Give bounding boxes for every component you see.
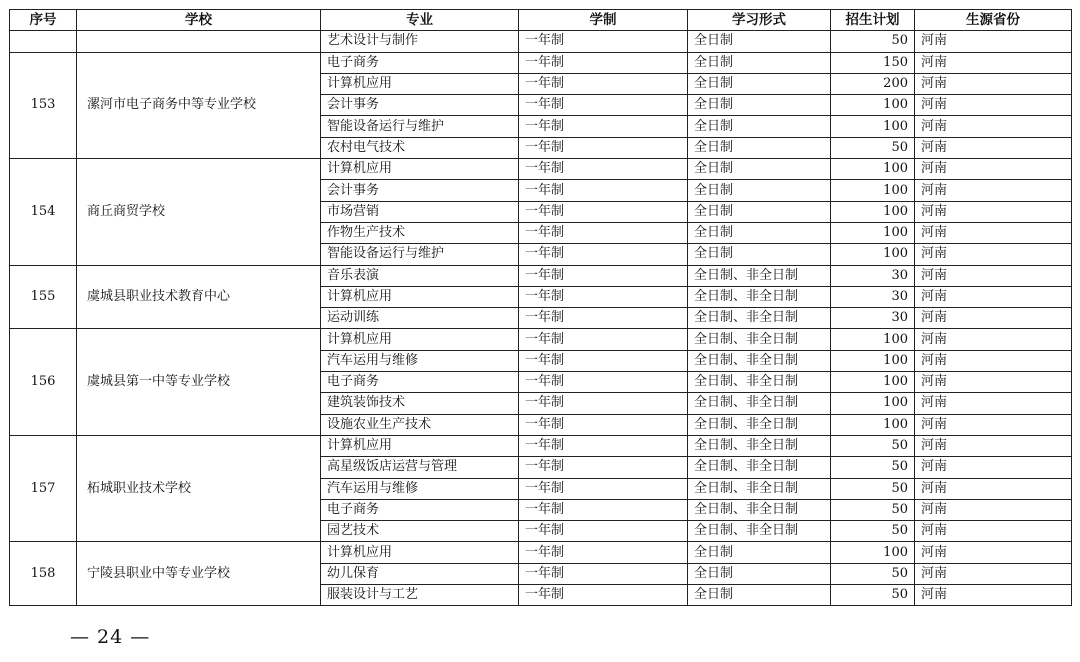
table-row — [10, 542, 1072, 563]
province-cell: 河南 — [915, 372, 1072, 393]
form-cell: 全日制 — [688, 52, 831, 73]
form-cell: 全日制 — [688, 222, 831, 243]
major-cell: 计算机应用 — [321, 542, 519, 563]
province-cell: 河南 — [915, 286, 1072, 307]
system-cell: 一年制 — [519, 31, 688, 52]
form-cell: 全日制、非全日制 — [688, 350, 831, 371]
form-cell: 全日制、非全日制 — [688, 435, 831, 456]
province-cell: 河南 — [915, 499, 1072, 520]
form-cell: 全日制 — [688, 116, 831, 137]
plan-cell: 50 — [831, 521, 915, 542]
form-cell: 全日制 — [688, 542, 831, 563]
header-major: 专业 — [321, 10, 519, 31]
school-cell: 柘城职业技术学校 — [77, 435, 321, 541]
major-cell: 智能设备运行与维护 — [321, 116, 519, 137]
header-school: 学校 — [77, 10, 321, 31]
school-cell: 宁陵县职业中等专业学校 — [77, 542, 321, 606]
major-cell: 作物生产技术 — [321, 222, 519, 243]
system-cell: 一年制 — [519, 73, 688, 94]
form-cell: 全日制、非全日制 — [688, 329, 831, 350]
major-cell: 建筑装饰技术 — [321, 393, 519, 414]
system-cell: 一年制 — [519, 286, 688, 307]
plan-cell: 100 — [831, 95, 915, 116]
plan-cell: 100 — [831, 329, 915, 350]
school-cell: 漯河市电子商务中等专业学校 — [77, 52, 321, 158]
plan-cell: 100 — [831, 542, 915, 563]
enrollment-table — [9, 9, 1072, 606]
table-body — [10, 31, 1072, 606]
system-cell: 一年制 — [519, 180, 688, 201]
plan-cell: 50 — [831, 499, 915, 520]
province-cell: 河南 — [915, 329, 1072, 350]
system-cell: 一年制 — [519, 414, 688, 435]
major-cell: 计算机应用 — [321, 286, 519, 307]
province-cell: 河南 — [915, 457, 1072, 478]
plan-cell: 100 — [831, 414, 915, 435]
province-cell: 河南 — [915, 585, 1072, 606]
major-cell: 计算机应用 — [321, 73, 519, 94]
header-seq: 序号 — [10, 10, 77, 31]
plan-cell: 100 — [831, 201, 915, 222]
form-cell: 全日制、非全日制 — [688, 457, 831, 478]
system-cell: 一年制 — [519, 542, 688, 563]
plan-cell: 100 — [831, 180, 915, 201]
plan-cell: 30 — [831, 286, 915, 307]
form-cell: 全日制 — [688, 563, 831, 584]
major-cell: 市场营销 — [321, 201, 519, 222]
table-row — [10, 52, 1072, 73]
form-cell: 全日制 — [688, 159, 831, 180]
major-cell: 高星级饭店运营与管理 — [321, 457, 519, 478]
plan-cell: 50 — [831, 457, 915, 478]
major-cell: 艺术设计与制作 — [321, 31, 519, 52]
province-cell: 河南 — [915, 52, 1072, 73]
system-cell: 一年制 — [519, 478, 688, 499]
province-cell: 河南 — [915, 180, 1072, 201]
province-cell: 河南 — [915, 137, 1072, 158]
form-cell: 全日制、非全日制 — [688, 414, 831, 435]
table-row — [10, 159, 1072, 180]
school-cell — [77, 31, 321, 52]
plan-cell: 50 — [831, 435, 915, 456]
form-cell: 全日制 — [688, 180, 831, 201]
major-cell: 电子商务 — [321, 499, 519, 520]
system-cell: 一年制 — [519, 350, 688, 371]
system-cell: 一年制 — [519, 521, 688, 542]
plan-cell: 50 — [831, 563, 915, 584]
major-cell: 服装设计与工艺 — [321, 585, 519, 606]
province-cell: 河南 — [915, 563, 1072, 584]
form-cell: 全日制、非全日制 — [688, 286, 831, 307]
province-cell: 河南 — [915, 31, 1072, 52]
seq-cell: 157 — [10, 435, 77, 541]
system-cell: 一年制 — [519, 116, 688, 137]
system-cell: 一年制 — [519, 329, 688, 350]
system-cell: 一年制 — [519, 95, 688, 116]
form-cell: 全日制、非全日制 — [688, 372, 831, 393]
form-cell: 全日制、非全日制 — [688, 478, 831, 499]
form-cell: 全日制 — [688, 201, 831, 222]
header-plan: 招生计划 — [831, 10, 915, 31]
province-cell: 河南 — [915, 414, 1072, 435]
province-cell: 河南 — [915, 308, 1072, 329]
province-cell: 河南 — [915, 265, 1072, 286]
major-cell: 运动训练 — [321, 308, 519, 329]
plan-cell: 150 — [831, 52, 915, 73]
province-cell: 河南 — [915, 350, 1072, 371]
system-cell: 一年制 — [519, 159, 688, 180]
major-cell: 汽车运用与维修 — [321, 350, 519, 371]
school-cell: 商丘商贸学校 — [77, 159, 321, 265]
form-cell: 全日制 — [688, 31, 831, 52]
seq-cell — [10, 31, 77, 52]
seq-cell: 156 — [10, 329, 77, 435]
province-cell: 河南 — [915, 393, 1072, 414]
plan-cell: 100 — [831, 159, 915, 180]
system-cell: 一年制 — [519, 435, 688, 456]
seq-cell: 155 — [10, 265, 77, 329]
major-cell: 汽车运用与维修 — [321, 478, 519, 499]
system-cell: 一年制 — [519, 393, 688, 414]
form-cell: 全日制 — [688, 585, 831, 606]
plan-cell: 50 — [831, 585, 915, 606]
system-cell: 一年制 — [519, 585, 688, 606]
plan-cell: 30 — [831, 265, 915, 286]
table-row — [10, 265, 1072, 286]
system-cell: 一年制 — [519, 563, 688, 584]
table-row — [10, 329, 1072, 350]
seq-cell: 158 — [10, 542, 77, 606]
school-cell: 虞城县第一中等专业学校 — [77, 329, 321, 435]
system-cell: 一年制 — [519, 137, 688, 158]
form-cell: 全日制、非全日制 — [688, 265, 831, 286]
province-cell: 河南 — [915, 478, 1072, 499]
system-cell: 一年制 — [519, 244, 688, 265]
plan-cell: 100 — [831, 393, 915, 414]
major-cell: 计算机应用 — [321, 159, 519, 180]
province-cell: 河南 — [915, 222, 1072, 243]
table-row — [10, 31, 1072, 52]
province-cell: 河南 — [915, 244, 1072, 265]
major-cell: 电子商务 — [321, 372, 519, 393]
system-cell: 一年制 — [519, 372, 688, 393]
major-cell: 智能设备运行与维护 — [321, 244, 519, 265]
form-cell: 全日制、非全日制 — [688, 393, 831, 414]
header-system: 学制 — [519, 10, 688, 31]
seq-cell: 154 — [10, 159, 77, 265]
plan-cell: 50 — [831, 137, 915, 158]
plan-cell: 50 — [831, 31, 915, 52]
plan-cell: 200 — [831, 73, 915, 94]
seq-cell: 153 — [10, 52, 77, 158]
plan-cell: 100 — [831, 350, 915, 371]
system-cell: 一年制 — [519, 457, 688, 478]
system-cell: 一年制 — [519, 499, 688, 520]
province-cell: 河南 — [915, 159, 1072, 180]
form-cell: 全日制、非全日制 — [688, 308, 831, 329]
system-cell: 一年制 — [519, 222, 688, 243]
form-cell: 全日制 — [688, 137, 831, 158]
system-cell: 一年制 — [519, 52, 688, 73]
major-cell: 计算机应用 — [321, 329, 519, 350]
plan-cell: 50 — [831, 478, 915, 499]
table-row — [10, 435, 1072, 456]
form-cell: 全日制 — [688, 95, 831, 116]
major-cell: 电子商务 — [321, 52, 519, 73]
system-cell: 一年制 — [519, 308, 688, 329]
province-cell: 河南 — [915, 521, 1072, 542]
province-cell: 河南 — [915, 95, 1072, 116]
table-header-row — [10, 10, 1072, 31]
province-cell: 河南 — [915, 542, 1072, 563]
province-cell: 河南 — [915, 116, 1072, 137]
form-cell: 全日制、非全日制 — [688, 499, 831, 520]
system-cell: 一年制 — [519, 265, 688, 286]
major-cell: 音乐表演 — [321, 265, 519, 286]
plan-cell: 100 — [831, 372, 915, 393]
major-cell: 会计事务 — [321, 180, 519, 201]
page-number: — 24 — — [70, 626, 151, 648]
form-cell: 全日制 — [688, 244, 831, 265]
plan-cell: 30 — [831, 308, 915, 329]
major-cell: 计算机应用 — [321, 435, 519, 456]
system-cell: 一年制 — [519, 201, 688, 222]
header-form: 学习形式 — [688, 10, 831, 31]
province-cell: 河南 — [915, 201, 1072, 222]
major-cell: 会计事务 — [321, 95, 519, 116]
province-cell: 河南 — [915, 435, 1072, 456]
plan-cell: 100 — [831, 116, 915, 137]
major-cell: 幼儿保育 — [321, 563, 519, 584]
major-cell: 设施农业生产技术 — [321, 414, 519, 435]
plan-cell: 100 — [831, 244, 915, 265]
major-cell: 农村电气技术 — [321, 137, 519, 158]
plan-cell: 100 — [831, 222, 915, 243]
header-province: 生源省份 — [915, 10, 1072, 31]
school-cell: 虞城县职业技术教育中心 — [77, 265, 321, 329]
form-cell: 全日制 — [688, 73, 831, 94]
province-cell: 河南 — [915, 73, 1072, 94]
form-cell: 全日制、非全日制 — [688, 521, 831, 542]
major-cell: 园艺技术 — [321, 521, 519, 542]
